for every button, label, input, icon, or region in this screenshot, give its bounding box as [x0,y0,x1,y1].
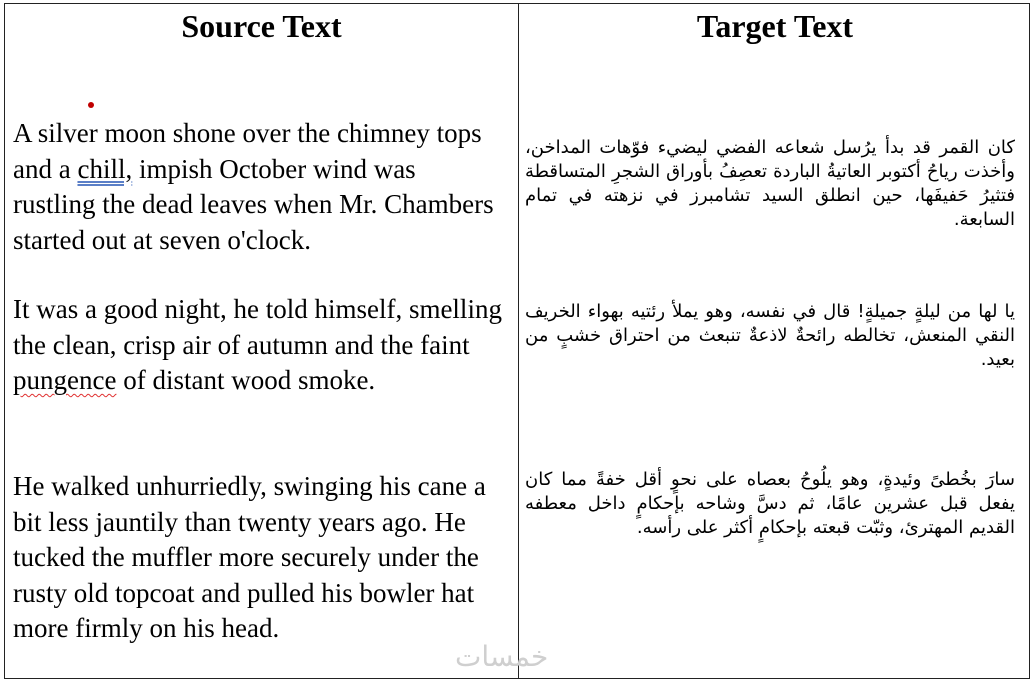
target-paragraph-1: كان القمر قد بدأ يرُسل شعاعه الفضي ليضيء فوّهات المداخن، وأخذت رياحُ أكتوبر العاتيةُ الباردة تعصِفُ بأوراق الشجرِ المتساقطة فتثيرُ حَفيفَها، حين انطلق السيد تشامبرز في نزهته في تمام السابعة. [525,137,1015,230]
source-paragraph-2 [13,292,503,399]
source-paragraph-3: He walked unhurriedly, swinging his cane a bit less jauntily than twenty years ago. He tucked the muffler more securely under the rusty old topcoat and pulled his bowler hat more firmly on his head. [13,471,486,643]
source-p2-text-end: of distant wood smoke. [116,365,376,395]
source-p1-text-end: impish October wind was rustling the dead leaves when Mr. Chambers started out at seven o'clock. [13,153,494,255]
target-text-header: Target Text [696,8,854,44]
source-p2-text-start: It was a good night, he told himself, smelling the clean, crisp air of autumn and the faint [13,294,502,360]
spelling-flagged-word[interactable]: pungence [13,365,117,395]
target-paragraph-3: سارَ بخُطىً وئيدةٍ، وهو يلُوحُ بعصاه على نحوٍ أقل خفةً مما كان يفعل قبل عشرين عامًا، ثم دسَّ وشاحه بإحكامٍ داخل معطفه القديم المهترئ، وثبّت قبعته بإحكامٍ أكثر على رأسه. [525,469,1015,538]
source-text-header: Source Text [181,8,342,44]
source-p1-text-start: A silver moon shone over the chimney tops and a [13,118,482,184]
column-divider [518,4,519,678]
grammar-flagged-word[interactable]: chill, [77,153,133,184]
source-paragraph-1 [13,116,503,258]
watermark-logo: خمسات [455,640,549,673]
comment-marker [88,102,94,108]
target-paragraph-2: يا لها من ليلةٍ جميلةٍ! قال في نفسه، وهو يملأ رئتيه بهواء الخريف النقي المنعش، تخالطه رائحةٌ لاذعةٌ تنبعث من احتراق خشبٍ من بعيد. [525,301,1015,370]
